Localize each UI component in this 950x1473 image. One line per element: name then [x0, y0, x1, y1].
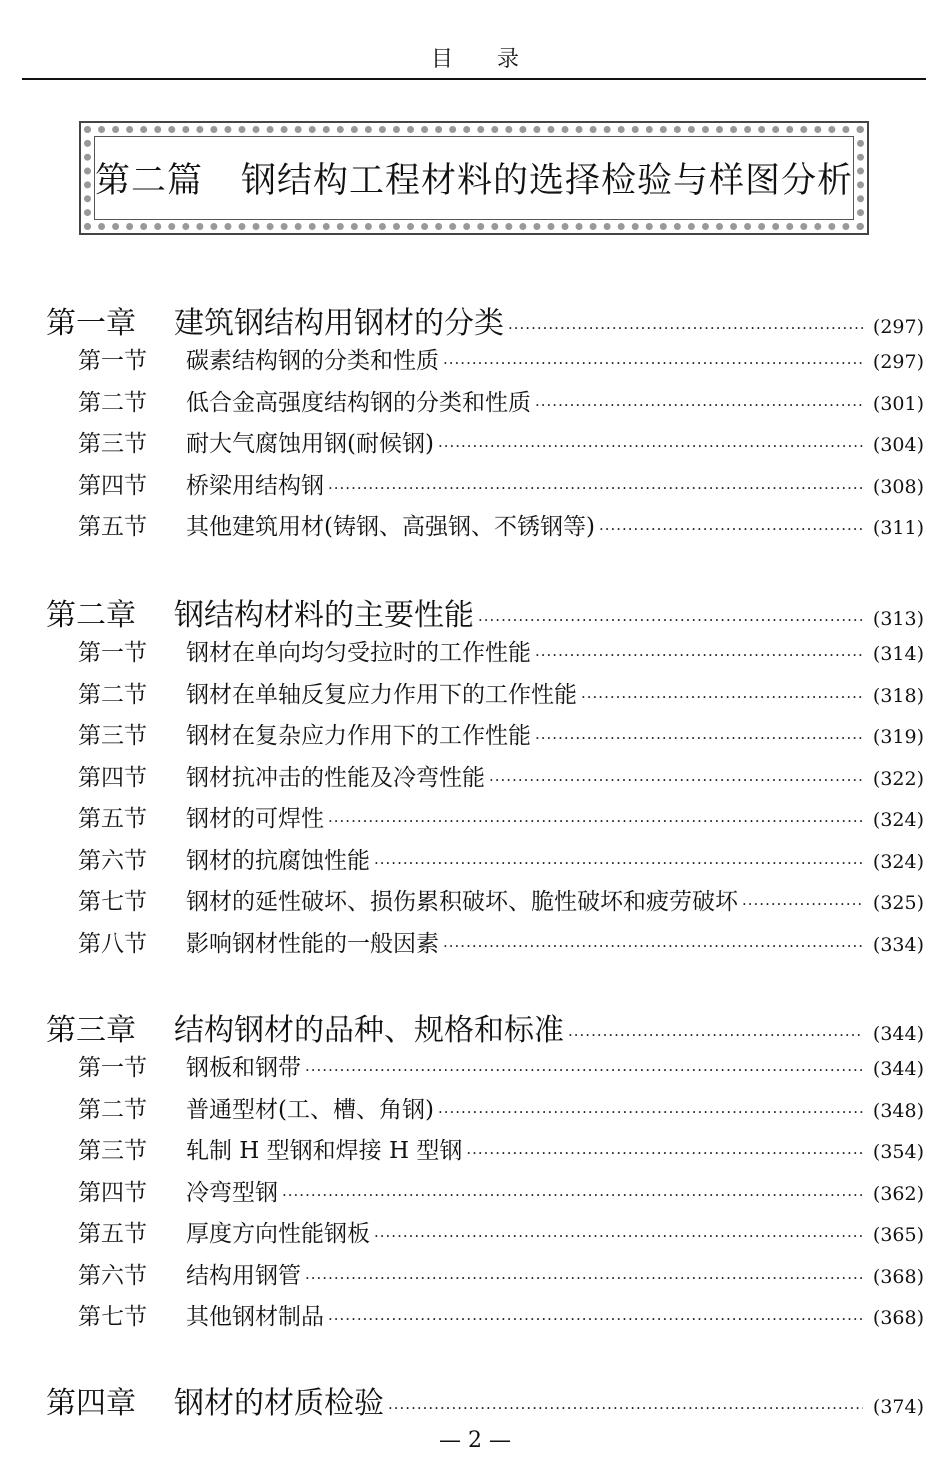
dot-leader — [535, 396, 863, 414]
dot-leader — [489, 771, 863, 789]
section-title: 影响钢材性能的一般因素 — [186, 931, 439, 957]
section-page-number: (368) — [872, 1307, 924, 1329]
chapter-number: 第三章 — [46, 1013, 136, 1048]
section-title: 钢板和钢带 — [186, 1055, 301, 1081]
section-number: 第三节 — [78, 723, 147, 749]
toc-section-entry[interactable] — [0, 759, 950, 792]
section-title: 冷弯型钢 — [186, 1180, 278, 1206]
part-heading — [95, 153, 853, 203]
section-page-number: (348) — [872, 1100, 924, 1122]
dot-leader — [305, 1061, 863, 1079]
dot-leader — [305, 1269, 863, 1287]
toc-section-entry[interactable] — [0, 1257, 950, 1290]
section-title: 低合金高强度结构钢的分类和性质 — [186, 390, 531, 416]
section-page-number: (311) — [872, 517, 924, 539]
dot-leader — [535, 729, 863, 747]
section-title: 钢材在单向均匀受拉时的工作性能 — [186, 640, 531, 666]
chapter-page-number: (344) — [872, 1023, 924, 1045]
toc-section-entry[interactable] — [0, 1215, 950, 1248]
dot-leader — [438, 437, 863, 455]
toc-section-entry[interactable] — [0, 425, 950, 458]
section-number: 第五节 — [78, 806, 147, 832]
chapter-title: 结构钢材的品种、规格和标准 — [174, 1013, 564, 1048]
section-page-number: (344) — [872, 1058, 924, 1080]
section-title: 碳素结构钢的分类和性质 — [186, 348, 439, 374]
section-title: 其他建筑用材(铸钢、高强钢、不锈钢等) — [186, 514, 595, 540]
section-page-number: (301) — [872, 393, 924, 415]
chapter-page-number: (313) — [872, 608, 924, 630]
toc-chapter-entry[interactable] — [0, 1005, 950, 1049]
dot-leader — [388, 1399, 863, 1417]
dot-leader — [508, 319, 863, 337]
section-page-number: (362) — [872, 1183, 924, 1205]
toc-section-entry[interactable] — [0, 508, 950, 541]
chapter-title: 钢材的材质检验 — [174, 1386, 384, 1421]
toc-section-entry[interactable] — [0, 467, 950, 500]
section-number: 第七节 — [78, 1304, 147, 1330]
toc-section-entry[interactable] — [0, 883, 950, 916]
toc-section-entry[interactable] — [0, 1298, 950, 1331]
section-title: 钢材在复杂应力作用下的工作性能 — [186, 723, 531, 749]
section-title: 轧制 H 型钢和焊接 H 型钢 — [186, 1138, 463, 1164]
section-page-number: (314) — [872, 643, 924, 665]
dot-leader — [478, 611, 863, 629]
section-title: 厚度方向性能钢板 — [186, 1221, 370, 1247]
chapter-number: 第一章 — [46, 306, 136, 341]
section-number: 第三节 — [78, 431, 147, 457]
page-number: — 2 — — [439, 1428, 511, 1453]
toc-section-entry[interactable] — [0, 717, 950, 750]
section-title: 钢材的延性破坏、损伤累积破坏、脆性破坏和疲劳破坏 — [186, 889, 738, 915]
chapter-title: 钢结构材料的主要性能 — [174, 598, 474, 633]
section-title: 结构用钢管 — [186, 1263, 301, 1289]
section-number: 第六节 — [78, 1263, 147, 1289]
dot-leader — [599, 520, 863, 538]
section-number: 第二节 — [78, 1097, 147, 1123]
toc-section-entry[interactable] — [0, 1174, 950, 1207]
part-label: 第二篇 — [94, 161, 203, 201]
toc-section-entry[interactable] — [0, 384, 950, 417]
header-divider — [22, 78, 926, 80]
toc-section-entry[interactable] — [0, 1132, 950, 1165]
toc-section-entry[interactable] — [0, 634, 950, 667]
dot-leader — [443, 354, 863, 372]
part-title-frame — [79, 121, 869, 235]
dot-leader — [328, 812, 863, 830]
section-title: 钢材的可焊性 — [186, 806, 324, 832]
section-number: 第五节 — [78, 1221, 147, 1247]
section-page-number: (325) — [872, 892, 924, 914]
toc-chapter-entry[interactable] — [0, 590, 950, 634]
section-number: 第八节 — [78, 931, 147, 957]
dot-leader — [374, 1227, 863, 1245]
section-number: 第六节 — [78, 848, 147, 874]
section-number: 第四节 — [78, 473, 147, 499]
section-page-number: (308) — [872, 476, 924, 498]
section-number: 第一节 — [78, 640, 147, 666]
dot-leader — [466, 1144, 863, 1162]
section-number: 第二节 — [78, 682, 147, 708]
dot-leader — [328, 479, 863, 497]
section-page-number: (354) — [872, 1141, 924, 1163]
chapter-page-number: (374) — [872, 1396, 924, 1418]
chapter-title: 建筑钢结构用钢材的分类 — [174, 306, 504, 341]
section-title: 其他钢材制品 — [186, 1304, 324, 1330]
toc-section-entry[interactable] — [0, 842, 950, 875]
section-page-number: (322) — [872, 768, 924, 790]
toc-chapter-entry[interactable] — [0, 298, 950, 342]
section-title: 普通型材(工、槽、角钢) — [186, 1097, 434, 1123]
dot-leader — [374, 854, 863, 872]
section-title: 钢材抗冲击的性能及冷弯性能 — [186, 765, 485, 791]
section-page-number: (368) — [872, 1266, 924, 1288]
toc-section-entry[interactable] — [0, 342, 950, 375]
part-title-inner — [94, 136, 854, 220]
dot-leader — [443, 937, 863, 955]
dot-leader — [282, 1186, 863, 1204]
chapter-page-number: (297) — [872, 316, 924, 338]
section-number: 第四节 — [78, 765, 147, 791]
section-number: 第四节 — [78, 1180, 147, 1206]
section-number: 第七节 — [78, 889, 147, 915]
part-title-text: 钢结构工程材料的选择检验与样图分析 — [241, 161, 854, 201]
dot-leader — [438, 1103, 863, 1121]
chapter-number: 第四章 — [46, 1386, 136, 1421]
dot-leader — [568, 1026, 863, 1044]
section-title: 桥梁用结构钢 — [186, 473, 324, 499]
section-page-number: (324) — [872, 851, 924, 873]
toc-section-entry[interactable] — [0, 676, 950, 709]
toc-chapter-entry[interactable] — [0, 1378, 950, 1422]
toc-section-entry[interactable] — [0, 800, 950, 833]
toc-section-entry[interactable] — [0, 1091, 950, 1124]
section-page-number: (334) — [872, 934, 924, 956]
dot-leader — [581, 688, 863, 706]
section-number: 第三节 — [78, 1138, 147, 1164]
section-number: 第五节 — [78, 514, 147, 540]
section-title: 钢材在单轴反复应力作用下的工作性能 — [186, 682, 577, 708]
section-page-number: (318) — [872, 685, 924, 707]
section-page-number: (365) — [872, 1224, 924, 1246]
toc-section-entry[interactable] — [0, 925, 950, 958]
section-number: 第一节 — [78, 348, 147, 374]
dot-leader — [535, 646, 863, 664]
toc-section-entry[interactable] — [0, 1049, 950, 1082]
section-page-number: (304) — [872, 434, 924, 456]
page-header-title: 目 录 — [430, 47, 519, 72]
dot-leader — [742, 895, 863, 913]
section-title: 钢材的抗腐蚀性能 — [186, 848, 370, 874]
section-page-number: (319) — [872, 726, 924, 748]
section-page-number: (324) — [872, 809, 924, 831]
section-title: 耐大气腐蚀用钢(耐候钢) — [186, 431, 434, 457]
chapter-number: 第二章 — [46, 598, 136, 633]
section-number: 第一节 — [78, 1055, 147, 1081]
dot-leader — [328, 1310, 863, 1328]
section-page-number: (297) — [872, 351, 924, 373]
section-number: 第二节 — [78, 390, 147, 416]
